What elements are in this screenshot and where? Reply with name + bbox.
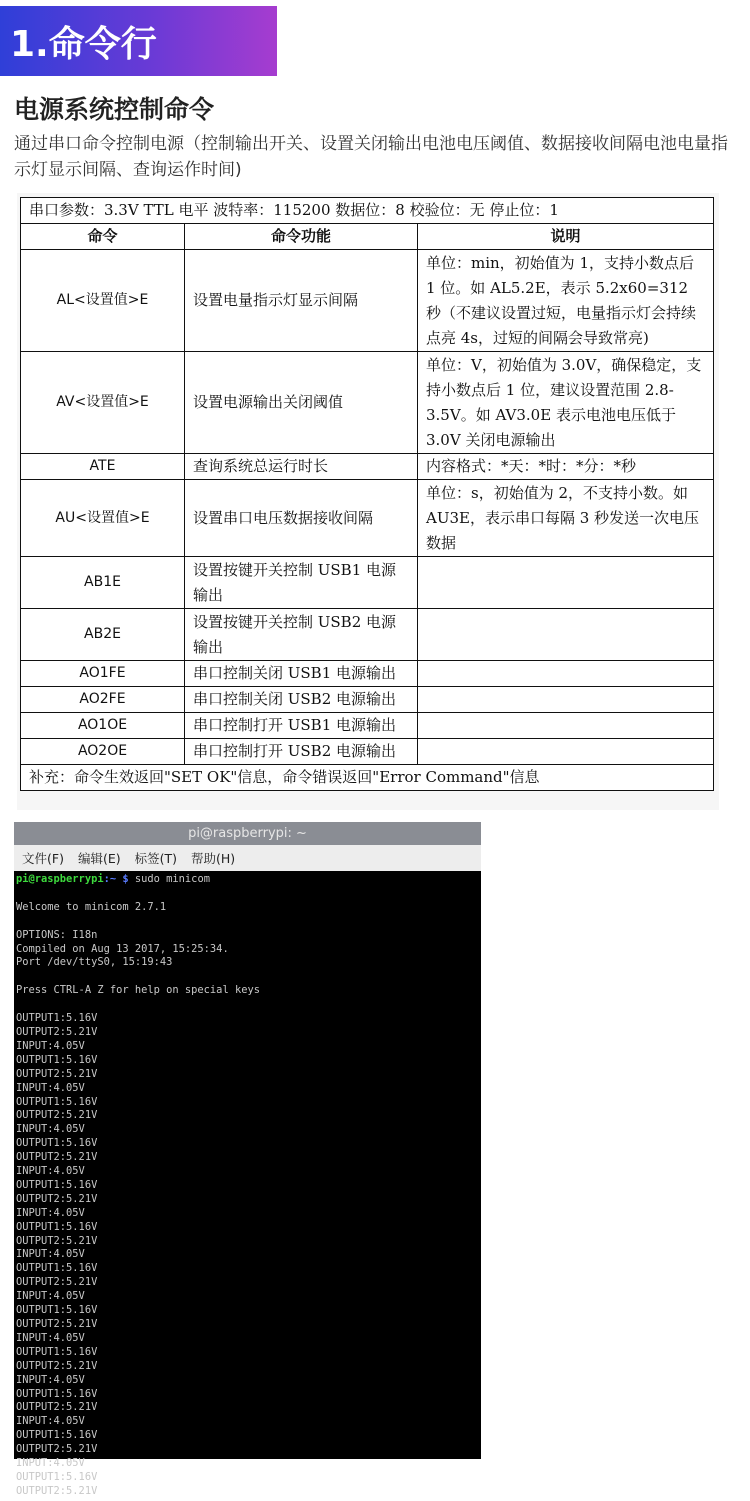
function-cell: 串口控制关闭 USB1 电源输出 xyxy=(185,661,418,687)
prompt-command: sudo minicom xyxy=(128,873,210,885)
command-cell: AO2FE xyxy=(21,687,185,713)
prompt-path: :~ $ xyxy=(103,873,129,885)
command-table xyxy=(20,197,714,791)
table-row xyxy=(21,557,714,609)
description-cell: 内容格式：*天：*时：*分：*秒 xyxy=(418,454,714,480)
command-cell: AB1E xyxy=(21,557,185,609)
table-row xyxy=(21,609,714,661)
function-cell: 设置串口电压数据接收间隔 xyxy=(185,480,418,557)
command-cell: AO2OE xyxy=(21,739,185,765)
function-cell: 设置电量指示灯显示间隔 xyxy=(185,250,418,352)
menu-tabs[interactable]: 标签(T) xyxy=(134,851,177,866)
menu-file[interactable]: 文件(F) xyxy=(22,851,64,866)
function-cell: 设置按键开关控制 USB1 电源输出 xyxy=(185,557,418,609)
description-cell: 单位：min，初始值为 1，支持小数点后 1 位。如 AL5.2E，表示 5.2x60=312 秒（不建议设置过短，电量指示灯会持续点亮 4s，过短的间隔会导致常亮) xyxy=(418,250,714,352)
function-cell: 设置按键开关控制 USB2 电源输出 xyxy=(185,609,418,661)
command-cell: AB2E xyxy=(21,609,185,661)
serial-params: 串口参数：3.3V TTL 电平 波特率：115200 数据位：8 校验位：无 停止位：1 xyxy=(21,198,714,224)
terminal-menubar xyxy=(14,845,481,871)
prompt-user: pi@raspberrypi xyxy=(16,873,104,885)
command-table-image xyxy=(17,193,719,810)
footnote-row xyxy=(21,765,714,791)
table-header-row xyxy=(21,224,714,250)
menu-edit[interactable]: 编辑(E) xyxy=(77,851,121,866)
table-row xyxy=(21,687,714,713)
table-row xyxy=(21,352,714,454)
function-cell: 串口控制打开 USB2 电源输出 xyxy=(185,739,418,765)
table-row xyxy=(21,250,714,352)
description-cell xyxy=(418,687,714,713)
terminal-log: Welcome to minicom 2.7.1 OPTIONS: I18n Compiled on Aug 13 2017, 15:25:34. Port /dev/ttyS0, 15:19:43 Press CTRL-A Z for help on special keys OUTPUT1:5.16V OUTPUT2:5.21V INPUT:4.05V OUTPUT1:5.16V OUTPUT2:5.21V INPUT:4.05V OUTPUT1:5.16V OUTPUT2:5.21V INPUT:4.05V OUTPUT1:5.16V OUTPUT2:5.21V INPUT:4.05V OUTPUT1:5.16V OUTPUT2:5.21V INPUT:4.05V OUTPUT1:5.16V OUTPUT2:5.21V INPUT:4.05V OUTPUT1:5.16V OUTPUT2:5.21V INPUT:4.05V OUTPUT1:5.16V OUTPUT2:5.21V INPUT:4.05V OUTPUT1:5.16V OUTPUT2:5.21V INPUT:4.05V OUTPUT1:5.16V OUTPUT2:5.21V INPUT:4.05V OUTPUT1:5.16V OUTPUT2:5.21V INPUT:4.05V OUTPUT1:5.16V OUTPUT2:5.21V xyxy=(16,900,260,1497)
header-description: 说明 xyxy=(418,224,714,250)
table-row xyxy=(21,713,714,739)
table-row xyxy=(21,661,714,687)
command-cell: AL<设置值>E xyxy=(21,250,185,352)
section-banner xyxy=(0,6,277,76)
table-row xyxy=(21,480,714,557)
description-cell xyxy=(418,713,714,739)
header-command: 命令 xyxy=(21,224,185,250)
command-cell: AO1OE xyxy=(21,713,185,739)
header-function: 命令功能 xyxy=(185,224,418,250)
command-cell: ATE xyxy=(21,454,185,480)
table-row xyxy=(21,739,714,765)
page-heading: 电源系统控制命令 xyxy=(14,95,215,124)
description-cell: 单位：s，初始值为 2，不支持小数。如 AU3E，表示串口每隔 3 秒发送一次电压数据 xyxy=(418,480,714,557)
command-cell: AV<设置值>E xyxy=(21,352,185,454)
terminal-window xyxy=(14,822,481,1497)
terminal-titlebar: pi@raspberrypi: ~ xyxy=(14,822,481,845)
command-cell: AU<设置值>E xyxy=(21,480,185,557)
table-footnote: 补充：命令生效返回"SET OK"信息，命令错误返回"Error Command"信息 xyxy=(21,765,714,791)
function-cell: 串口控制打开 USB1 电源输出 xyxy=(185,713,418,739)
function-cell: 设置电源输出关闭阈值 xyxy=(185,352,418,454)
description-cell xyxy=(418,557,714,609)
section-title: 1.命令行 xyxy=(10,23,157,65)
description-cell xyxy=(418,609,714,661)
function-cell: 串口控制关闭 USB2 电源输出 xyxy=(185,687,418,713)
terminal-output[interactable] xyxy=(14,871,481,1501)
table-row xyxy=(21,454,714,480)
description-cell: 单位：V，初始值为 3.0V，确保稳定，支持小数点后 1 位，建议设置范围 2.8-3.5V。如 AV3.0E 表示电池电压低于 3.0V 关闭电源输出 xyxy=(418,352,714,454)
command-cell: AO1FE xyxy=(21,661,185,687)
description-cell xyxy=(418,739,714,765)
description-cell xyxy=(418,661,714,687)
function-cell: 查询系统总运行时长 xyxy=(185,454,418,480)
menu-help[interactable]: 帮助(H) xyxy=(191,851,236,866)
serial-params-row xyxy=(21,198,714,224)
intro-paragraph: 通过串口命令控制电源（控制输出开关、设置关闭输出电池电压阈值、数据接收间隔电池电量指示灯显示间隔、查询运作时间) xyxy=(14,134,728,180)
